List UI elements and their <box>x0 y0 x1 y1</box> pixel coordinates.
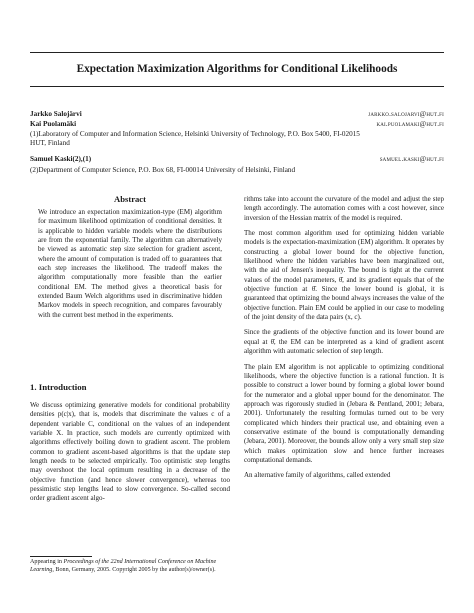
footnote <box>30 559 230 574</box>
author-3-email: samuel.kaski@hut.fi <box>379 155 444 163</box>
title-top-rule <box>30 52 444 53</box>
footnote-rest: , Bonn, Germany, 2005. Copyright 2005 by the author(s)/owner(s). <box>52 566 216 573</box>
author-2-email: kai.puolamaki@hut.fi <box>376 120 444 128</box>
author-2 <box>30 120 444 129</box>
right-paragraph-4: The plain EM algorithm is not applicable to optimizing conditional likelihoods, where the objective function is a rational function. It is possible to construct a lower bound by forming a global lower bound for the numerator and a global upper bound for the denominator. The approach was rigorously studied in (Jebara & Pentland, 2001; Jebara, 2001). Unfortunately the resulting formulas turned out to be very complicated which hinders their practical use, and obtaining even a conservative estimate of the bound is computationally demanding (Jebara, 2001). Moreover, the bounds allow only a very small step size which makes optimization slow and hence further increases computational demands. <box>244 362 444 464</box>
section-1-paragraph: We discuss optimizing generative models for conditional probability densities p(c|x), that is, models that discriminate the values c of a dependent variable C, conditional on the values of an independent variable X. In practice, such models are currently optimized with algorithms effectively boiling down to gradient ascent. The problem common to gradient ascent-based algorithms is that the update step length needs to be selected empirically. Too optimistic step lengths may overshoot the local optimum resulting in a decrease of the objective function (and hence slower convergence), whereas too pessimistic step lengths lead to slow convergence. So-called second order gradient ascent algo- <box>30 401 230 503</box>
right-paragraph-5: An alternative family of algorithms, called extended <box>244 471 391 480</box>
author-1-email: jarkko.salojarvi@hut.fi <box>368 110 444 118</box>
author-2-name: Kai Puolamäki <box>30 120 77 128</box>
footnote-prefix: Appearing in <box>30 559 64 565</box>
affiliation-1-line-1: (1)Laboratory of Computer and Information Science, Helsinki University of Technology, P.O. Box 5400, FI-02015 <box>30 130 360 138</box>
author-3-name: Samuel Kaski(2),(1) <box>30 155 92 163</box>
affiliation-1-line-2: HUT, Finland <box>30 139 70 148</box>
abstract-heading: Abstract <box>114 194 146 204</box>
right-paragraph-2: The most common algorithm used for optimizing hidden variable models is the expectation-maximization (EM) algorithm. It operates by constructing a global lower bound for the objective function, likelihood where the hidden variables have been marginalized out, with the aid of Jensen's inequality. The bound is tight at the current values of the model parameters, θ̂, and its gradient equals that of the objective function at θ̂. Since the lower bound is global, it is guaranteed that optimizing the bound always increases the value of the objective function. Plain EM could be applied in our case to modeling of the joint density of the data pairs (x, c). <box>244 229 444 322</box>
title-bottom-rule <box>30 86 444 87</box>
footnote-rule <box>30 556 92 557</box>
author-3 <box>30 155 444 164</box>
introduction-section <box>30 381 230 504</box>
right-paragraph-1: rithms take into account the curvature of the model and adjust the step length accordingly. The automation comes with a cost however, since inversion of the Hessian matrix of the model is required. <box>244 195 444 222</box>
author-1-name: Jarkko Salojärvi <box>30 110 82 118</box>
left-column <box>30 194 230 320</box>
section-1-heading: 1. Introduction <box>30 382 87 392</box>
right-column <box>244 195 444 481</box>
author-1 <box>30 110 444 119</box>
paper-title: Expectation Maximization Algorithms for Conditional Likelihoods <box>76 63 398 75</box>
right-paragraph-3: Since the gradients of the objective function and its lower bound are equal at θ̂, the EM can be interpreted as a kind of gradient ascent algorithm with automatic selection of step length. <box>244 328 444 356</box>
affiliation-2: (2)Department of Computer Science, P.O. Box 68, FI-00014 University of Helsinki, Finland <box>30 166 296 174</box>
affiliation-1 <box>30 130 444 148</box>
footnote-venue: Proceedings of the 22nd International Conference on Machine Learning <box>30 559 217 573</box>
abstract-text: We introduce an expectation maximization-type (EM) algorithm for maximum likelihood optimization of conditional densities. It is applicable to hidden variable models where the distributions are from the exponential family. The algorithm can alternatively be viewed as automatic step size selection for gradient ascent, where the amount of computation is traded off to guarantees that each step increases the likelihood. The tradeoff makes the algorithm computationally more feasible than the earlier conditional EM. The method gives a theoretical basis for extended Baum Welch algorithms used in discriminative hidden Markov models in speech recognition, and compares favourably with the current best method in the experiments. <box>38 208 222 319</box>
